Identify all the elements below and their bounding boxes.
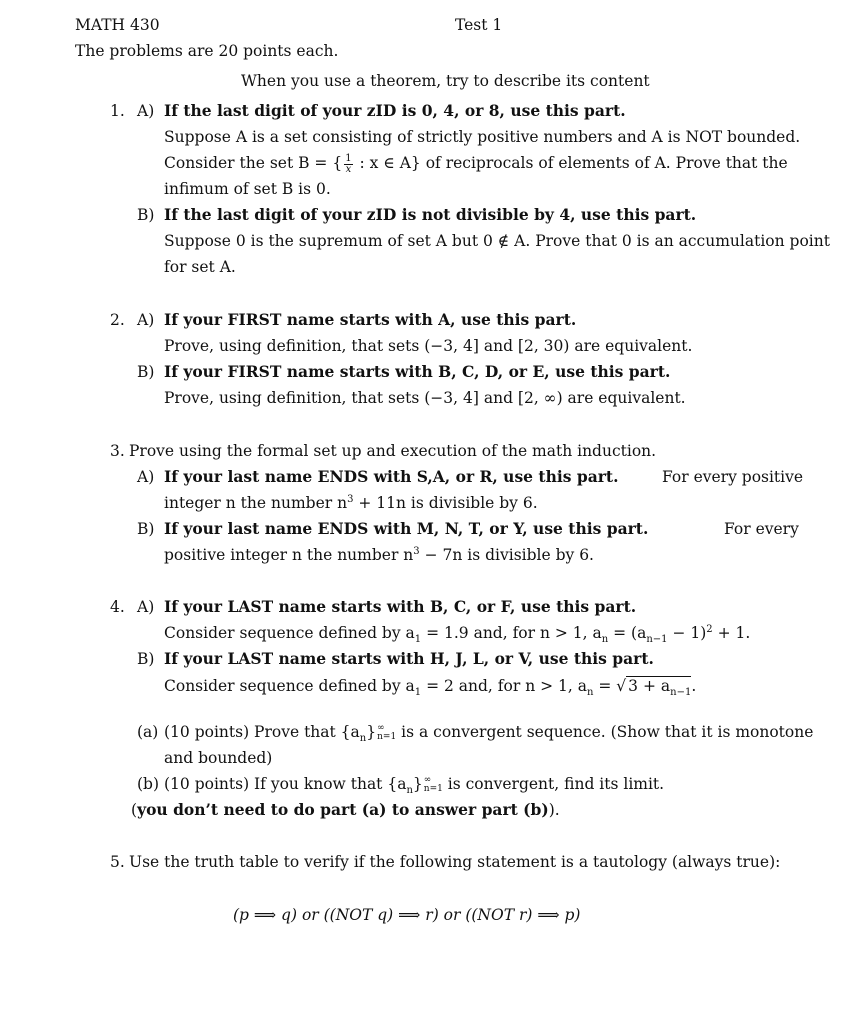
problem-1a-text-2: Consider the set B = { $\frac{1}{x}$ : x ∈ A} of reciprocals of elements of A. Prove that the [164, 152, 788, 175]
problem-2-number: 2. [110, 311, 125, 329]
problem-4b-heading: If your LAST name starts with H, J, L, or V, use this part. [164, 649, 654, 668]
problem-4a-heading: If your LAST name starts with B, C, or F, use this part. [164, 597, 637, 616]
problem-1-number: 1. [110, 102, 125, 120]
reciprocal-fraction: $\frac{1}{x}$ [345, 152, 352, 175]
problem-3-intro: Prove using the formal set up and execution of the math induction. [129, 442, 657, 460]
theorem-note: When you use a theorem, try to describe its content [241, 72, 650, 90]
problem-4-note: (you don’t need to do part (a) to answer part (b)). [131, 800, 560, 819]
problem-3b-text: positive integer n the number $n^3 - 7n$ is divisible by 6. [164, 546, 594, 564]
test-title: Test 1 [455, 16, 503, 34]
problem-4b-text: Consider sequence defined by $a_1 = 2$ and, for n > 1, $a_n$ = √ $3 + a_{n-1}$. [164, 677, 697, 698]
problem-4-part-b-text: (10 points) If you know that $\{a_n\}$ ∞ n=1 is convergent, find its limit. [164, 775, 665, 796]
problem-1a-heading: If the last digit of your zID is 0, 4, or 8, use this part. [164, 101, 626, 120]
problem-4a-label: A) [137, 598, 155, 616]
problem-3a-heading: If your last name ENDS with S,A, or R, use this part. [164, 467, 619, 486]
problem-1b-label: B) [137, 206, 155, 224]
sqrt-radicand: $3 + a_{n-1}$ [628, 677, 692, 698]
problem-1a-text-1: Suppose A is a set consisting of strictly positive numbers and A is NOT bounded. [164, 128, 801, 146]
problem-2a-text: Prove, using definition, that sets (−3, 4] and [2, 30) are equivalent. [164, 337, 693, 355]
problem-4b-label: B) [137, 650, 155, 668]
problem-4-part-a-text-1: (10 points) Prove that $\{a_n\}$ ∞ n=1 is a convergent sequence. (Show that it is monotone [164, 723, 814, 744]
problem-5-formula: (p ⟹ q) or ((NOT q) ⟹ r) or ((NOT r) ⟹ p) [233, 906, 581, 924]
problem-4-part-a-label: (a) [137, 723, 159, 741]
problem-1b-text-1: Suppose 0 is the supremum of set A but 0 ∉ A. Prove that 0 is an accumulation point [164, 232, 830, 250]
problem-3b-heading: If your last name ENDS with M, N, T, or Y, use this part. [164, 519, 649, 538]
problem-3a-tail: For every positive [662, 468, 804, 486]
problem-3a-label: A) [137, 468, 155, 486]
sqrt-symbol: √ [616, 677, 627, 695]
problem-5-text: Use the truth table to verify if the following statement is a tautology (always true): [129, 853, 781, 871]
problem-4-number: 4. [110, 598, 125, 616]
problem-1b-text-2: for set A. [164, 258, 236, 276]
problem-4-part-a-text-2: and bounded) [164, 749, 273, 767]
problem-4a-text: Consider sequence defined by $a_1 = 1.9$ and, for n > 1, $a_n = (a_{n-1} - 1)^2 + 1$. [164, 624, 751, 645]
problem-3a-text: integer n the number $n^3 + 11n$ is divisible by 6. [164, 494, 538, 512]
problem-2a-heading: If your FIRST name starts with A, use this part. [164, 310, 577, 329]
problem-3-number: 3. [110, 442, 125, 460]
problem-1a-text-3: infimum of set B is 0. [164, 180, 331, 198]
problem-2b-heading: If your FIRST name starts with B, C, D, or E, use this part. [164, 362, 671, 381]
problem-2b-label: B) [137, 363, 155, 381]
problem-2b-text: Prove, using definition, that sets (−3, 4] and [2, ∞) are equivalent. [164, 389, 686, 407]
problem-2a-label: A) [137, 311, 155, 329]
problem-1b-heading: If the last digit of your zID is not divisible by 4, use this part. [164, 205, 697, 224]
points-note: The problems are 20 points each. [75, 42, 339, 60]
problem-3b-tail: For every [724, 520, 799, 538]
problem-4-part-b-label: (b) [137, 775, 160, 793]
problem-5-number: 5. [110, 853, 125, 871]
problem-3b-label: B) [137, 520, 155, 538]
problem-1a-label: A) [137, 102, 155, 120]
course-title: MATH 430 [75, 16, 160, 34]
